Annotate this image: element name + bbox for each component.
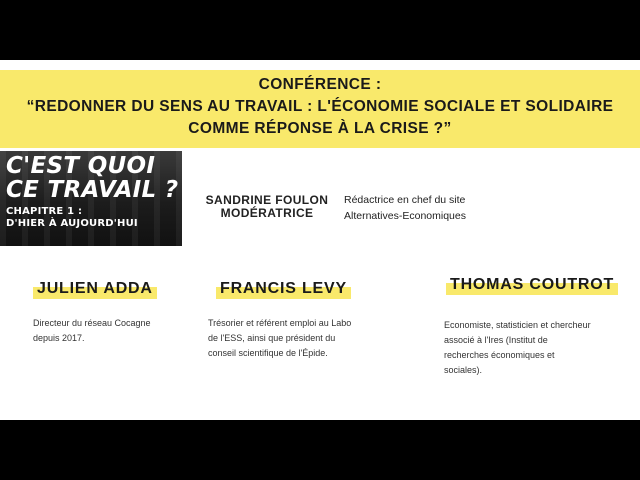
moderator-description	[344, 192, 524, 224]
banner-line-1: CONFÉRENCE :	[258, 76, 382, 93]
banner-line-2: “REDONNER DU SENS AU TRAVAIL : L'ÉCONOMIE SOCIALE ET SOLIDAIRE	[26, 98, 614, 115]
speaker-desc-line: Trésorier et référent emploi au Labo	[208, 318, 352, 328]
promo-chapter	[6, 206, 138, 230]
speaker-desc-line: Directeur du réseau Cocagne	[33, 318, 151, 328]
speaker-desc-line: recherches économiques et	[444, 350, 555, 360]
speaker-desc-line: sociales).	[444, 365, 483, 375]
speaker-desc-line: associé à l'Ires (Institut de	[444, 335, 548, 345]
speaker-desc-line: Economiste, statisticien et chercheur	[444, 320, 591, 330]
speaker-desc-line: conseil scientifique de l'Épide.	[208, 348, 328, 358]
conference-banner	[0, 70, 640, 148]
speaker-description-thomas-coutrot	[444, 318, 629, 378]
promo-title-line-1: C'EST QUOI	[6, 153, 156, 179]
moderator-desc-line-2: Alternatives-Economiques	[344, 210, 466, 222]
moderator-role: MODÉRATRICE	[220, 206, 314, 220]
speaker-name-julien-adda: JULIEN ADDA	[33, 279, 157, 299]
speaker-name-thomas-coutrot: THOMAS COUTROT	[446, 275, 618, 295]
banner-line-3: COMME RÉPONSE À LA CRISE ?”	[188, 120, 452, 137]
slide	[0, 60, 640, 420]
series-promo-image	[0, 151, 182, 246]
speaker-name-francis-levy: FRANCIS LEVY	[216, 279, 351, 299]
promo-title-line-2: CE TRAVAIL ?	[6, 177, 179, 203]
moderator-desc-line-1: Rédactrice en chef du site	[344, 194, 466, 206]
moderator-name-block	[197, 194, 337, 220]
speaker-description-julien-adda	[33, 316, 183, 346]
moderator-name: SANDRINE FOULON	[205, 193, 329, 207]
speaker-desc-line: de l'ESS, ainsi que président du	[208, 333, 336, 343]
speaker-desc-line: depuis 2017.	[33, 333, 85, 343]
promo-chapter-line-2: D'HIER À AUJOURD'HUI	[6, 218, 138, 229]
promo-title	[6, 154, 178, 202]
promo-chapter-line-1: CHAPITRE 1 :	[6, 206, 83, 217]
speaker-description-francis-levy	[208, 316, 393, 361]
